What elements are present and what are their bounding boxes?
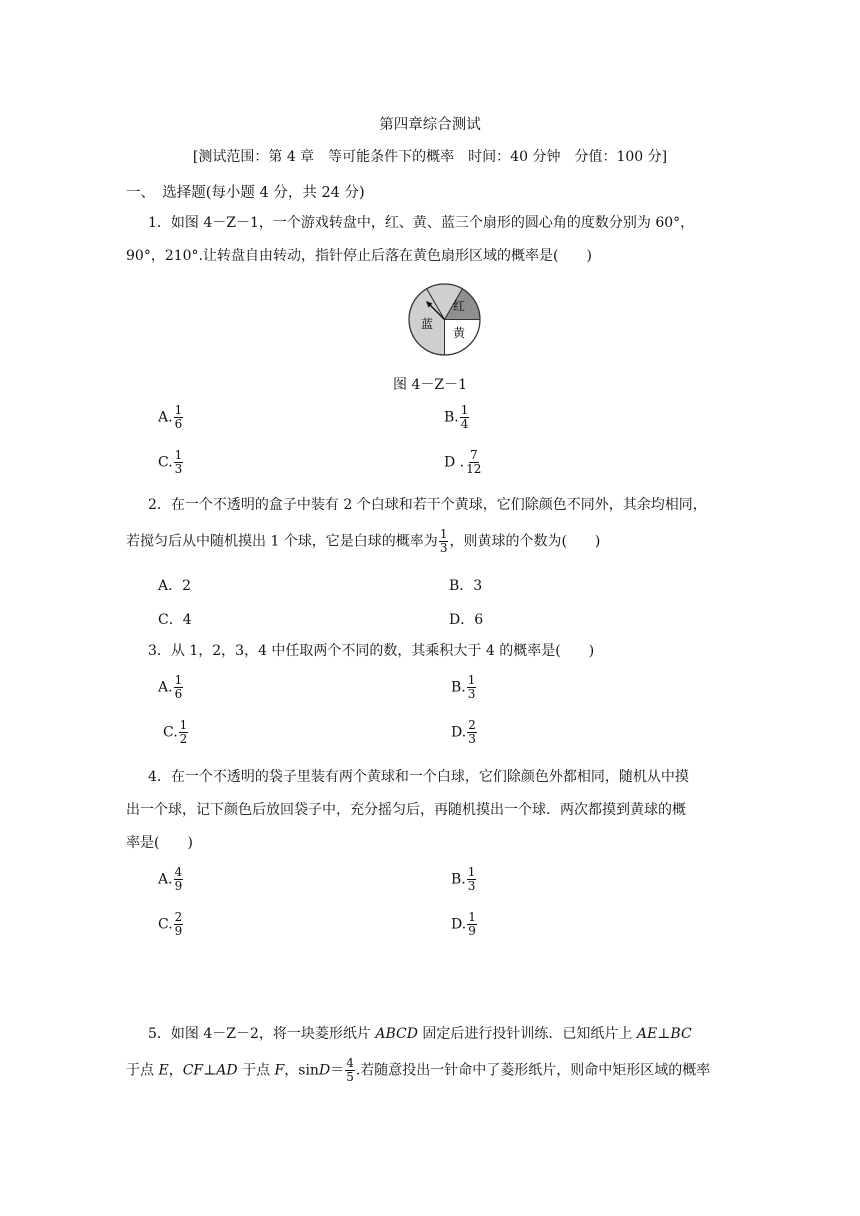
fraction-denominator: 3	[467, 687, 476, 701]
fraction-numerator: 4	[346, 1056, 354, 1070]
q1-option-a	[158, 404, 184, 431]
yellow-label: 黄	[452, 326, 466, 340]
q5-text: .若随意投出一针命中了菱形纸片，则命中矩形区域的概率	[355, 1062, 711, 1079]
fraction-numerator: 1	[467, 673, 476, 687]
q1-option-c	[158, 449, 184, 476]
option-label: D.	[451, 916, 467, 933]
q5-var: AD	[216, 1062, 238, 1079]
fraction-denominator: 9	[468, 924, 476, 938]
fraction	[345, 1057, 355, 1084]
q5-text: 于点	[126, 1062, 159, 1079]
option-label: C.	[158, 916, 173, 933]
q4-option-b	[451, 866, 477, 893]
fraction-denominator: 6	[174, 687, 183, 701]
fraction-numerator: 1	[174, 673, 183, 687]
option-label: B.	[444, 409, 459, 426]
q5-var: E	[158, 1062, 169, 1079]
fraction-denominator: 4	[460, 417, 469, 431]
fraction-denominator: 5	[346, 1070, 354, 1084]
fraction	[439, 528, 449, 555]
page-title: 第四章综合测试	[379, 117, 481, 133]
fraction-numerator: 7	[469, 448, 478, 462]
q4-option-a	[158, 866, 184, 893]
fraction-numerator: 2	[468, 718, 476, 732]
option-label: D.	[451, 724, 467, 741]
q5-line1	[148, 1024, 760, 1044]
fraction-numerator: 2	[174, 910, 183, 924]
fraction-denominator: 6	[174, 417, 183, 431]
q5-symbol: ⊥	[657, 1026, 671, 1042]
fraction-numerator: 1	[468, 910, 476, 924]
fraction-numerator: 1	[179, 718, 188, 732]
q2-line2-text: ，则黄球的个数为( )	[449, 533, 601, 550]
fraction-numerator: 1	[467, 865, 476, 879]
fraction-denominator: 9	[174, 879, 183, 893]
q5-text: 5．如图 4－Z－2，将一块菱形纸片	[148, 1026, 376, 1042]
fraction-numerator: 1	[174, 448, 183, 462]
q1-option-b	[444, 404, 470, 431]
q3-option-a	[158, 674, 184, 701]
fraction-numerator: 1	[460, 403, 469, 417]
fraction-numerator: 1	[439, 527, 448, 541]
fraction	[174, 674, 184, 701]
fraction	[460, 404, 470, 431]
fraction	[174, 866, 184, 893]
q4-line3: 率是( )	[126, 835, 193, 851]
q2-option-c: C．4	[158, 612, 192, 628]
q5-var: BC	[670, 1026, 692, 1042]
q1-option-d	[444, 449, 483, 476]
fraction	[467, 866, 477, 893]
q5-text: 固定后进行投针训练．已知纸片上	[417, 1026, 637, 1042]
q1-line1: 1．如图 4－Z－1，一个游戏转盘中，红、黄、蓝三个扇形的圆心角的度数分别为 60°，	[148, 215, 695, 231]
option-label: B.	[451, 871, 466, 888]
q5-text: ，sin	[284, 1062, 319, 1079]
fraction-denominator: 3	[174, 462, 183, 476]
fraction	[467, 719, 477, 746]
q3-line1: 3．从 1，2，3，4 中任取两个不同的数，其乘积大于 4 的概率是( )	[148, 643, 595, 659]
fraction-numerator: 4	[174, 865, 183, 879]
option-label: A.	[158, 679, 173, 696]
q2-option-d: D．6	[449, 612, 484, 628]
q3-option-b	[451, 674, 477, 701]
fraction	[179, 719, 189, 746]
q5-text: ，	[168, 1062, 183, 1079]
option-label: D .	[444, 454, 465, 471]
q4-line1: 4．在一个不透明的袋子里装有两个黄球和一个白球，它们除颜色外都相同，随机从中摸	[148, 769, 689, 785]
fraction	[174, 449, 184, 476]
option-label: B.	[451, 679, 466, 696]
q5-var: F	[274, 1062, 285, 1079]
option-label: C.	[158, 454, 173, 471]
q5-var: AE	[636, 1026, 658, 1042]
q5-var: D	[318, 1062, 331, 1079]
fraction-denominator: 2	[179, 732, 188, 746]
figure-caption: 图 4－Z－1	[393, 377, 467, 393]
q1-line2: 90°，210°.让转盘自由转动，指针停止后落在黄色扇形区域的概率是( )	[126, 248, 592, 264]
q3-option-c	[163, 719, 189, 746]
option-label: A.	[158, 409, 173, 426]
option-label: A.	[158, 871, 173, 888]
fraction	[467, 674, 477, 701]
q2-line2-text: 若搅匀后从中随机摸出 1 个球，它是白球的概率为	[126, 533, 438, 550]
q5-var: CF	[182, 1062, 204, 1079]
section-title: 一、 选择题(每小题 4 分，共 24 分)	[126, 185, 365, 201]
spinner-svg	[407, 282, 485, 360]
fraction	[467, 911, 477, 938]
q2-option-b: B．3	[449, 578, 483, 594]
fraction	[174, 404, 184, 431]
q2-option-a: A．2	[158, 578, 192, 594]
q4-option-d	[451, 911, 478, 938]
q5-symbol: ⊥	[203, 1062, 217, 1079]
q5-line2	[126, 1057, 738, 1084]
spinner-figure	[407, 282, 485, 364]
q4-option-c	[158, 911, 184, 938]
red-label: 红	[452, 299, 466, 313]
q3-option-d	[451, 719, 478, 746]
fraction-denominator: 3	[467, 879, 476, 893]
fraction	[174, 911, 184, 938]
fraction-denominator: 3	[468, 732, 476, 746]
fraction-numerator: 1	[174, 403, 183, 417]
fraction-denominator: 9	[174, 924, 183, 938]
option-label: C.	[163, 724, 178, 741]
blue-label: 蓝	[420, 317, 434, 331]
q4-line2: 出一个球，记下颜色后放回袋子中，充分摇匀后，再随机摸出一个球．两次都摸到黄球的概	[126, 802, 686, 818]
q2-line1: 2．在一个不透明的盒子中装有 2 个白球和若干个黄球，它们除颜色不同外，其余均相同，	[148, 497, 707, 513]
test-scope: [测试范围：第 4 章 等可能条件下的概率 时间：40 分钟 分值：100 分]	[192, 149, 668, 165]
fraction-denominator: 12	[466, 462, 482, 476]
q5-symbol: ＝	[330, 1062, 345, 1079]
fraction-denominator: 3	[439, 541, 448, 555]
q5-text: 于点	[237, 1062, 275, 1079]
q2-line2	[126, 528, 738, 555]
fraction	[465, 449, 482, 476]
q5-var: ABCD	[375, 1026, 418, 1042]
